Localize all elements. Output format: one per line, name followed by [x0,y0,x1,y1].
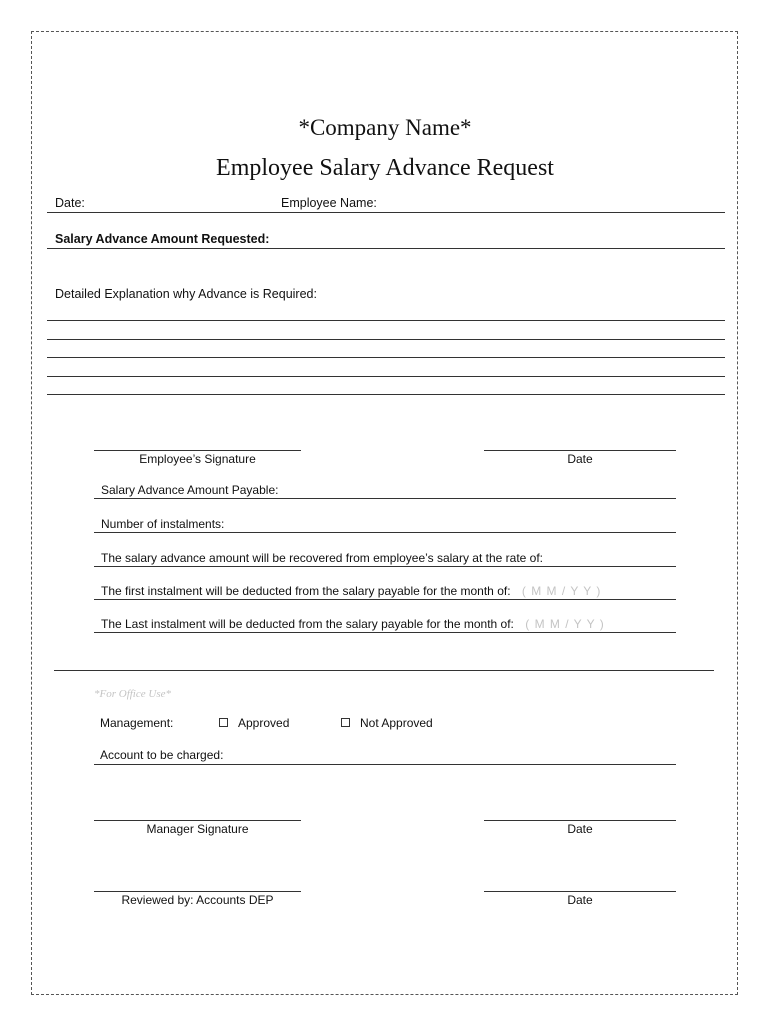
office-use-label: *For Office Use* [94,688,171,700]
amount-requested-line[interactable] [47,248,725,249]
employee-name-label: Employee Name: [281,196,377,210]
company-name: *Company Name* [298,115,472,140]
first-instalment-label [101,584,601,598]
explanation-line-3[interactable] [47,357,725,358]
employee-signature-label: Employee’s Signature [139,452,256,466]
amount-payable-line[interactable] [94,498,676,499]
first-instalment-text: The first instalment will be deducted from the salary payable for the month of: [101,584,511,598]
approved-label: Approved [238,716,290,730]
explanation-label: Detailed Explanation why Advance is Required: [55,287,317,301]
approved-option[interactable] [219,716,289,730]
manager-date-line[interactable] [484,820,676,821]
reviewed-by-label: Reviewed by: Accounts DEP [121,893,274,907]
employee-date-label: Date [567,452,593,466]
approved-checkbox[interactable] [219,718,228,727]
form-title: Employee Salary Advance Request [216,155,554,181]
management-label: Management: [100,716,174,730]
recovery-rate-label: The salary advance amount will be recovered from employee’s salary at the rate of: [101,551,543,565]
instalments-line[interactable] [94,532,676,533]
manager-signature-line[interactable] [94,820,301,821]
employee-signature-line[interactable] [94,450,301,451]
not-approved-label: Not Approved [360,716,433,730]
amount-requested-label: Salary Advance Amount Requested: [55,232,270,246]
last-instalment-text: The Last instalment will be deducted from the salary payable for the month of: [101,617,514,631]
manager-signature-label: Manager Signature [146,822,249,836]
explanation-line-4[interactable] [47,376,725,377]
last-instalment-label [101,617,605,631]
explanation-line-1[interactable] [47,320,725,321]
explanation-line-2[interactable] [47,339,725,340]
office-divider [54,670,714,671]
first-instalment-line[interactable] [94,599,676,600]
employee-date-line[interactable] [484,450,676,451]
date-label: Date: [55,196,85,210]
account-label: Account to be charged: [100,748,224,762]
explanation-line-5[interactable] [47,394,725,395]
amount-payable-label: Salary Advance Amount Payable: [101,483,279,497]
not-approved-checkbox[interactable] [341,718,350,727]
instalments-label: Number of instalments: [101,517,225,531]
recovery-rate-line[interactable] [94,566,676,567]
account-line[interactable] [94,764,676,765]
first-month-placeholder[interactable]: ( M M / Y Y ) [521,584,602,598]
date-name-line[interactable] [47,212,725,213]
not-approved-option[interactable] [341,716,433,730]
reviewed-by-line[interactable] [94,891,301,892]
last-instalment-line[interactable] [94,632,676,633]
reviewed-date-line[interactable] [484,891,676,892]
manager-date-label: Date [567,822,593,836]
last-month-placeholder[interactable]: ( M M / Y Y ) [525,617,605,631]
reviewed-date-label: Date [567,893,593,907]
